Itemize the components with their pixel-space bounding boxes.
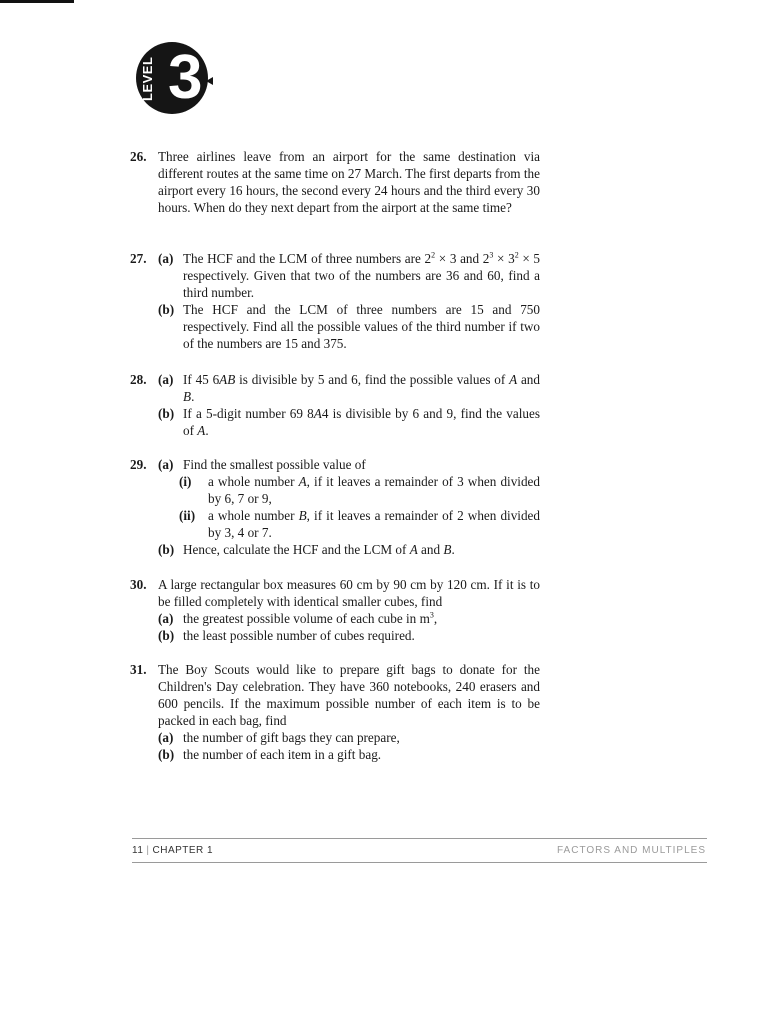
variable: A [313, 406, 322, 421]
part-label: (b) [158, 406, 175, 421]
part-text: . [451, 542, 455, 557]
part-text: the number of gift bags they can prepare, [183, 730, 400, 745]
variable: AB [219, 372, 236, 387]
part-text: , if it leaves a remainder of 2 when divided by 3, 4 or 7. [208, 508, 540, 540]
level-badge-pointer-icon [206, 77, 213, 85]
part-a [158, 371, 540, 405]
part-text: is divisible by 5 and 6, find the possible values of [235, 372, 510, 387]
part-text: the number of each item in a gift bag. [183, 747, 382, 762]
question-number: 30. [130, 577, 147, 592]
part-text: × 3 and 2 [435, 251, 490, 266]
part-label: (a) [158, 611, 174, 626]
subpart-label: (i) [179, 474, 192, 489]
part-b [158, 746, 540, 763]
part-text: × 5 respectively. Given that two of the numbers are 36 and 60, find a third number. [183, 251, 541, 300]
question-30 [130, 576, 540, 644]
part-label: (b) [158, 628, 175, 643]
part-a [158, 456, 540, 473]
part-text: Hence, calculate the HCF and the LCM of [183, 542, 410, 557]
part-text: , if it leaves a remainder of 3 when divided by 6, 7 or 9, [208, 474, 540, 506]
part-text: . [191, 389, 195, 404]
part-text: and [417, 542, 444, 557]
part-text: , [433, 611, 438, 626]
question-31 [130, 661, 540, 763]
question-number: 31. [130, 662, 147, 677]
part-text: The HCF and the LCM of three numbers are 15 and 750 respectively. Find all the possible values of the third number if two of the numbers are 15 and 375. [183, 302, 540, 351]
part-a [158, 610, 540, 627]
chapter-label: CHAPTER 1 [152, 845, 214, 856]
footer-separator: | [146, 845, 150, 856]
part-label: (a) [158, 372, 174, 387]
variable: B [298, 508, 307, 523]
part-b [158, 627, 540, 644]
part-text: The HCF and the LCM of three numbers are 2 [183, 251, 432, 266]
part-text: . [205, 423, 209, 438]
variable: B [443, 542, 452, 557]
question-28 [130, 371, 540, 439]
footer-chapter [132, 845, 213, 856]
level-badge-number: 3 [168, 43, 203, 112]
part-text: a whole number [208, 474, 299, 489]
exponent: 2 [431, 250, 436, 260]
question-text: The Boy Scouts would like to prepare gift bags to donate for the Children's Day celebration. They have 360 notebooks, 240 erasers and 600 pencils. If the maximum possible number of each item is to be packed in each bag, find [158, 662, 540, 728]
question-text: A large rectangular box measures 60 cm by 90 cm by 120 cm. If it is to be filled completely with identical smaller cubes, find [158, 577, 540, 609]
variable: A [509, 372, 518, 387]
part-a-ii [158, 507, 540, 541]
part-text: 4 is divisible by 6 and 9, find the values of [183, 406, 540, 438]
part-label: (b) [158, 302, 175, 317]
part-text: the least possible number of cubes required. [183, 628, 415, 643]
footer-chapter-title: FACTORS AND MULTIPLES [557, 845, 706, 856]
part-b [158, 405, 540, 439]
exponent: 3 [489, 250, 494, 260]
part-text: a whole number [208, 508, 299, 523]
subpart-label: (ii) [179, 508, 196, 523]
question-26 [130, 148, 540, 216]
part-label: (b) [158, 542, 175, 557]
question-number: 27. [130, 251, 147, 266]
question-27 [130, 250, 540, 352]
part-a-i [158, 473, 540, 507]
level-badge [136, 42, 216, 118]
part-label: (a) [158, 251, 174, 266]
part-label: (a) [158, 457, 174, 472]
part-text: If a 5-digit number 69 8 [183, 406, 314, 421]
scan-edge-mark [0, 0, 74, 3]
question-29 [130, 456, 540, 558]
footer-rule-bottom [132, 862, 707, 863]
part-a [158, 250, 540, 301]
part-text: Find the smallest possible value of [183, 457, 366, 472]
part-text: and [517, 372, 540, 387]
page-number: 11 [132, 845, 144, 856]
variable: A [298, 474, 307, 489]
part-b [158, 301, 540, 352]
part-label: (b) [158, 747, 175, 762]
exponent: 2 [514, 250, 519, 260]
level-badge-word: LEVEL [140, 56, 155, 102]
variable: B [183, 389, 192, 404]
variable: A [409, 542, 418, 557]
part-text: If 45 6 [183, 372, 220, 387]
part-text: × 3 [493, 251, 515, 266]
footer-rule-top [132, 838, 707, 839]
part-label: (a) [158, 730, 174, 745]
question-number: 26. [130, 149, 147, 164]
part-text: the greatest possible volume of each cube in m [183, 611, 430, 626]
exponent: 3 [429, 610, 434, 620]
part-b [158, 541, 540, 558]
question-number: 29. [130, 457, 147, 472]
variable: A [197, 423, 206, 438]
part-a [158, 729, 540, 746]
question-number: 28. [130, 372, 147, 387]
question-text: Three airlines leave from an airport for the same destination via different routes at the same time on 27 March. The first departs from the airport every 16 hours, the second every 24 hours and the third every 30 hours. When do they next depart from the airport at the same time? [158, 149, 540, 215]
